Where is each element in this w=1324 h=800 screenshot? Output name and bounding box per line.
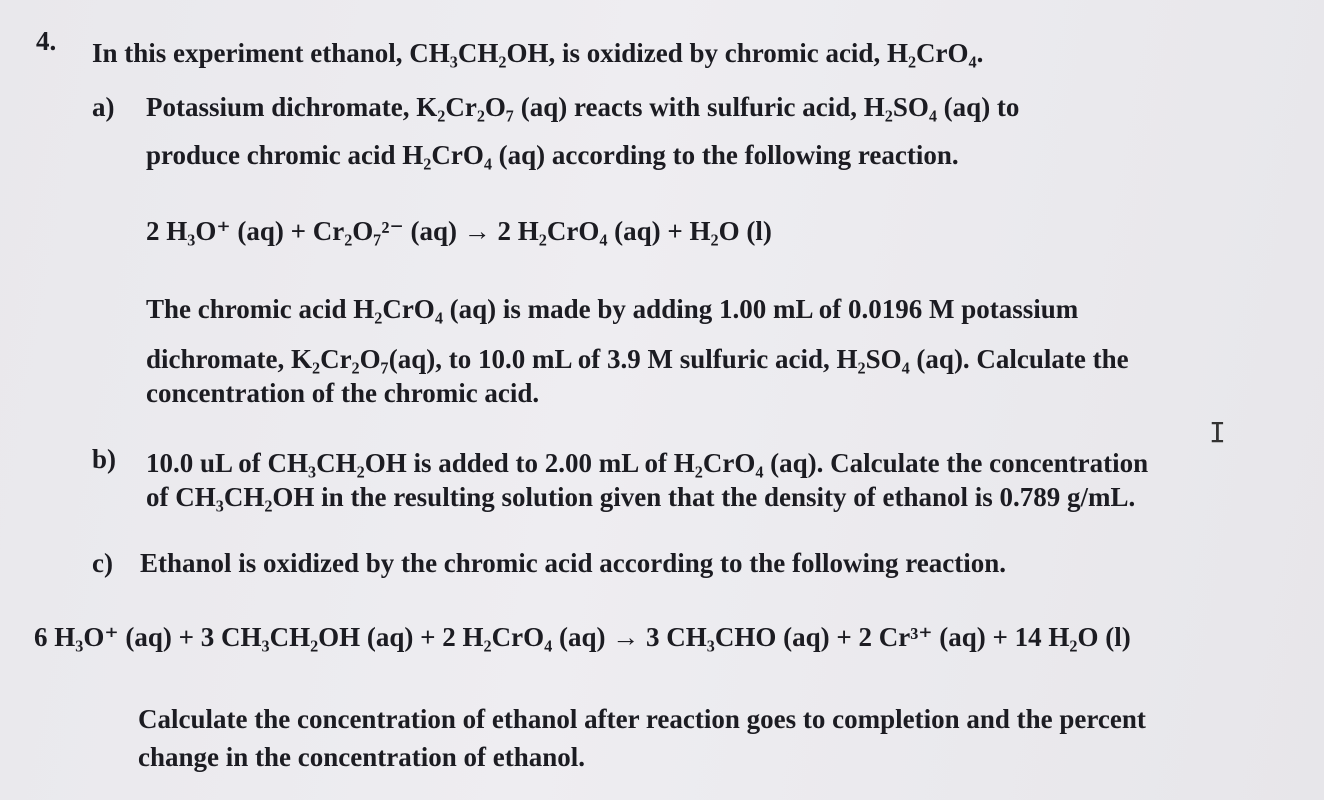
part-a-equation: 2 H₃O⁺ (aq) + Cr₂O₇²⁻ (aq) → 2 H₂CrO₄ (aq) + H₂O (l) (146, 216, 772, 246)
part-b-line-1: 10.0 uL of CH₃CH₂OH is added to 2.00 mL of H₂CrO₄ (aq). Calculate the concentration (146, 448, 1149, 478)
part-a-line-1: Potassium dichromate, K₂Cr₂O₇ (aq) reacts with sulfuric acid, H₂SO₄ (aq) to (146, 92, 1020, 122)
part-a-label: a) (92, 92, 115, 122)
part-a-body-1: The chromic acid H₂CrO₄ (aq) is made by adding 1.00 mL of 0.0196 M potassium (146, 294, 1079, 324)
part-a-line-2: produce chromic acid H₂CrO₄ (aq) according to the following reaction. (146, 140, 959, 170)
part-c-label: c) (92, 548, 113, 578)
part-c-equation: 6 H₃O⁺ (aq) + 3 CH₃CH₂OH (aq) + 2 H₂CrO₄ (aq) → 3 CH₃CHO (aq) + 2 Cr³⁺ (aq) + 14 H₂O (l) (34, 622, 1131, 652)
part-c-line-1: Ethanol is oxidized by the chromic acid according to the following reaction. (140, 548, 1006, 578)
question-number: 4. (36, 26, 57, 56)
text-cursor-icon: I (1209, 416, 1226, 449)
part-a-body-2: dichromate, K₂Cr₂O₇(aq), to 10.0 mL of 3.9 M sulfuric acid, H₂SO₄ (aq). Calculate the (146, 344, 1129, 374)
question-intro: In this experiment ethanol, CH₃CH₂OH, is oxidized by chromic acid, H₂CrO₄. (92, 38, 984, 68)
part-b-label: b) (92, 444, 117, 474)
part-c-body-2: change in the concentration of ethanol. (138, 742, 585, 772)
part-b-line-2: of CH₃CH₂OH in the resulting solution given that the density of ethanol is 0.789 g/mL. (146, 482, 1136, 512)
part-a-body-3: concentration of the chromic acid. (146, 378, 540, 408)
part-c-body-1: Calculate the concentration of ethanol after reaction goes to completion and the percent (138, 704, 1146, 734)
